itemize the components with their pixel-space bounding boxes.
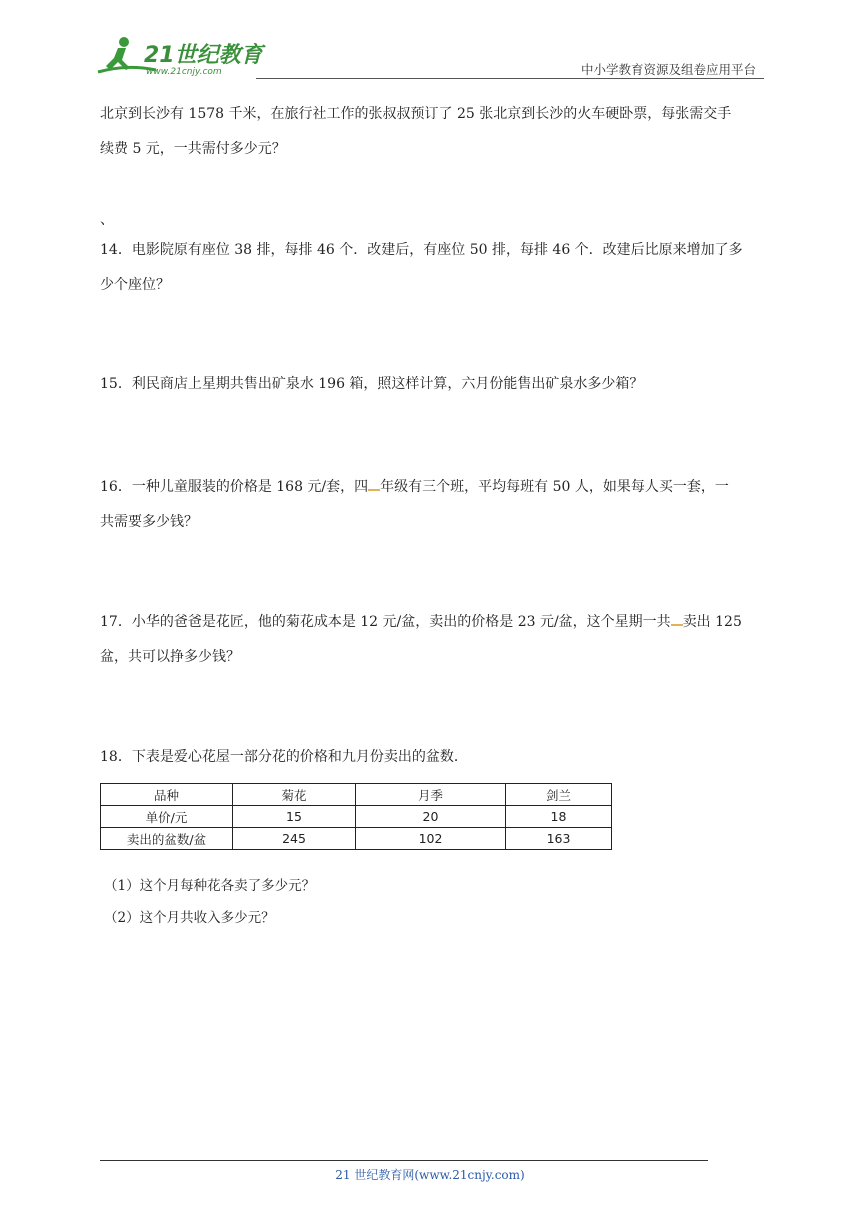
site-name: 中小学教育资源及组卷应用平台	[580, 62, 756, 77]
footer-divider	[100, 1160, 708, 1161]
table-row	[101, 806, 612, 828]
question-13-line-1: 北京到长沙有 1578 千米，在旅行社工作的张叔叔预订了 25 张北京到长沙的火车硬卧票，每张需交手	[100, 106, 732, 122]
table-row	[101, 828, 612, 850]
table-cell: 菊花	[233, 784, 356, 806]
question-14-line-2: 少个座位？	[100, 277, 170, 293]
table-cell: 163	[506, 828, 612, 850]
question-17-line-2: 盆，共可以挣多少钱？	[100, 649, 240, 665]
table-cell: 102	[356, 828, 506, 850]
question-15: 15．利民商店上星期共售出矿泉水 196 箱，照这样计算，六月份能售出矿泉水多少箱？	[100, 376, 644, 392]
stray-mark: 、	[100, 212, 114, 228]
question-17-text-b: 卖出 125	[682, 614, 742, 630]
svg-text:21世纪教育: 21世纪教育	[144, 43, 263, 68]
table-cell: 月季	[356, 784, 506, 806]
table-cell: 卖出的盆数/盆	[101, 828, 233, 850]
header-divider	[256, 78, 764, 79]
table-cell: 245	[233, 828, 356, 850]
question-16-text-a: 16．一种儿童服装的价格是 168 元/套，四	[100, 479, 369, 495]
table-cell: 15	[233, 806, 356, 828]
table-cell: 剑兰	[506, 784, 612, 806]
table-cell: 单价/元	[101, 806, 233, 828]
question-16-line-1	[100, 470, 768, 505]
question-17-text-a: 17．小华的爸爸是花匠，他的菊花成本是 12 元/盆，卖出的价格是 23 元/盆，这个星期一共	[100, 614, 671, 630]
question-18-sub-1: （1）这个月每种花各卖了多少元？	[104, 878, 316, 894]
table-cell: 品种	[101, 784, 233, 806]
site-logo	[96, 34, 296, 78]
question-17-line-1	[100, 605, 768, 640]
flower-price-table	[100, 783, 612, 850]
svg-text:www.21cnjy.com: www.21cnjy.com	[146, 67, 222, 77]
page-footer: 21 世纪教育网(www.21cnjy.com)	[335, 1168, 525, 1182]
page-header	[96, 34, 764, 80]
table-cell: 18	[506, 806, 612, 828]
question-14-line-1: 14．电影院原有座位 38 排，每排 46 个．改建后，有座位 50 排，每排 46 个．改建后比原来增加了多	[100, 242, 743, 258]
question-18-sub-2: （2）这个月共收入多少元？	[104, 910, 275, 926]
table-cell: 20	[356, 806, 506, 828]
question-16-line-2: 共需要多少钱？	[100, 514, 198, 530]
table-row	[101, 784, 612, 806]
question-16-text-b: 年级有三个班，平均每班有 50 人，如果每人买一套，一	[380, 479, 729, 495]
answer-blank	[671, 616, 683, 626]
question-13-line-2: 续费 5 元，一共需付多少元？	[100, 141, 286, 157]
question-18: 18．下表是爱心花屋一部分花的价格和九月份卖出的盆数．	[100, 749, 468, 765]
answer-blank	[368, 481, 380, 491]
